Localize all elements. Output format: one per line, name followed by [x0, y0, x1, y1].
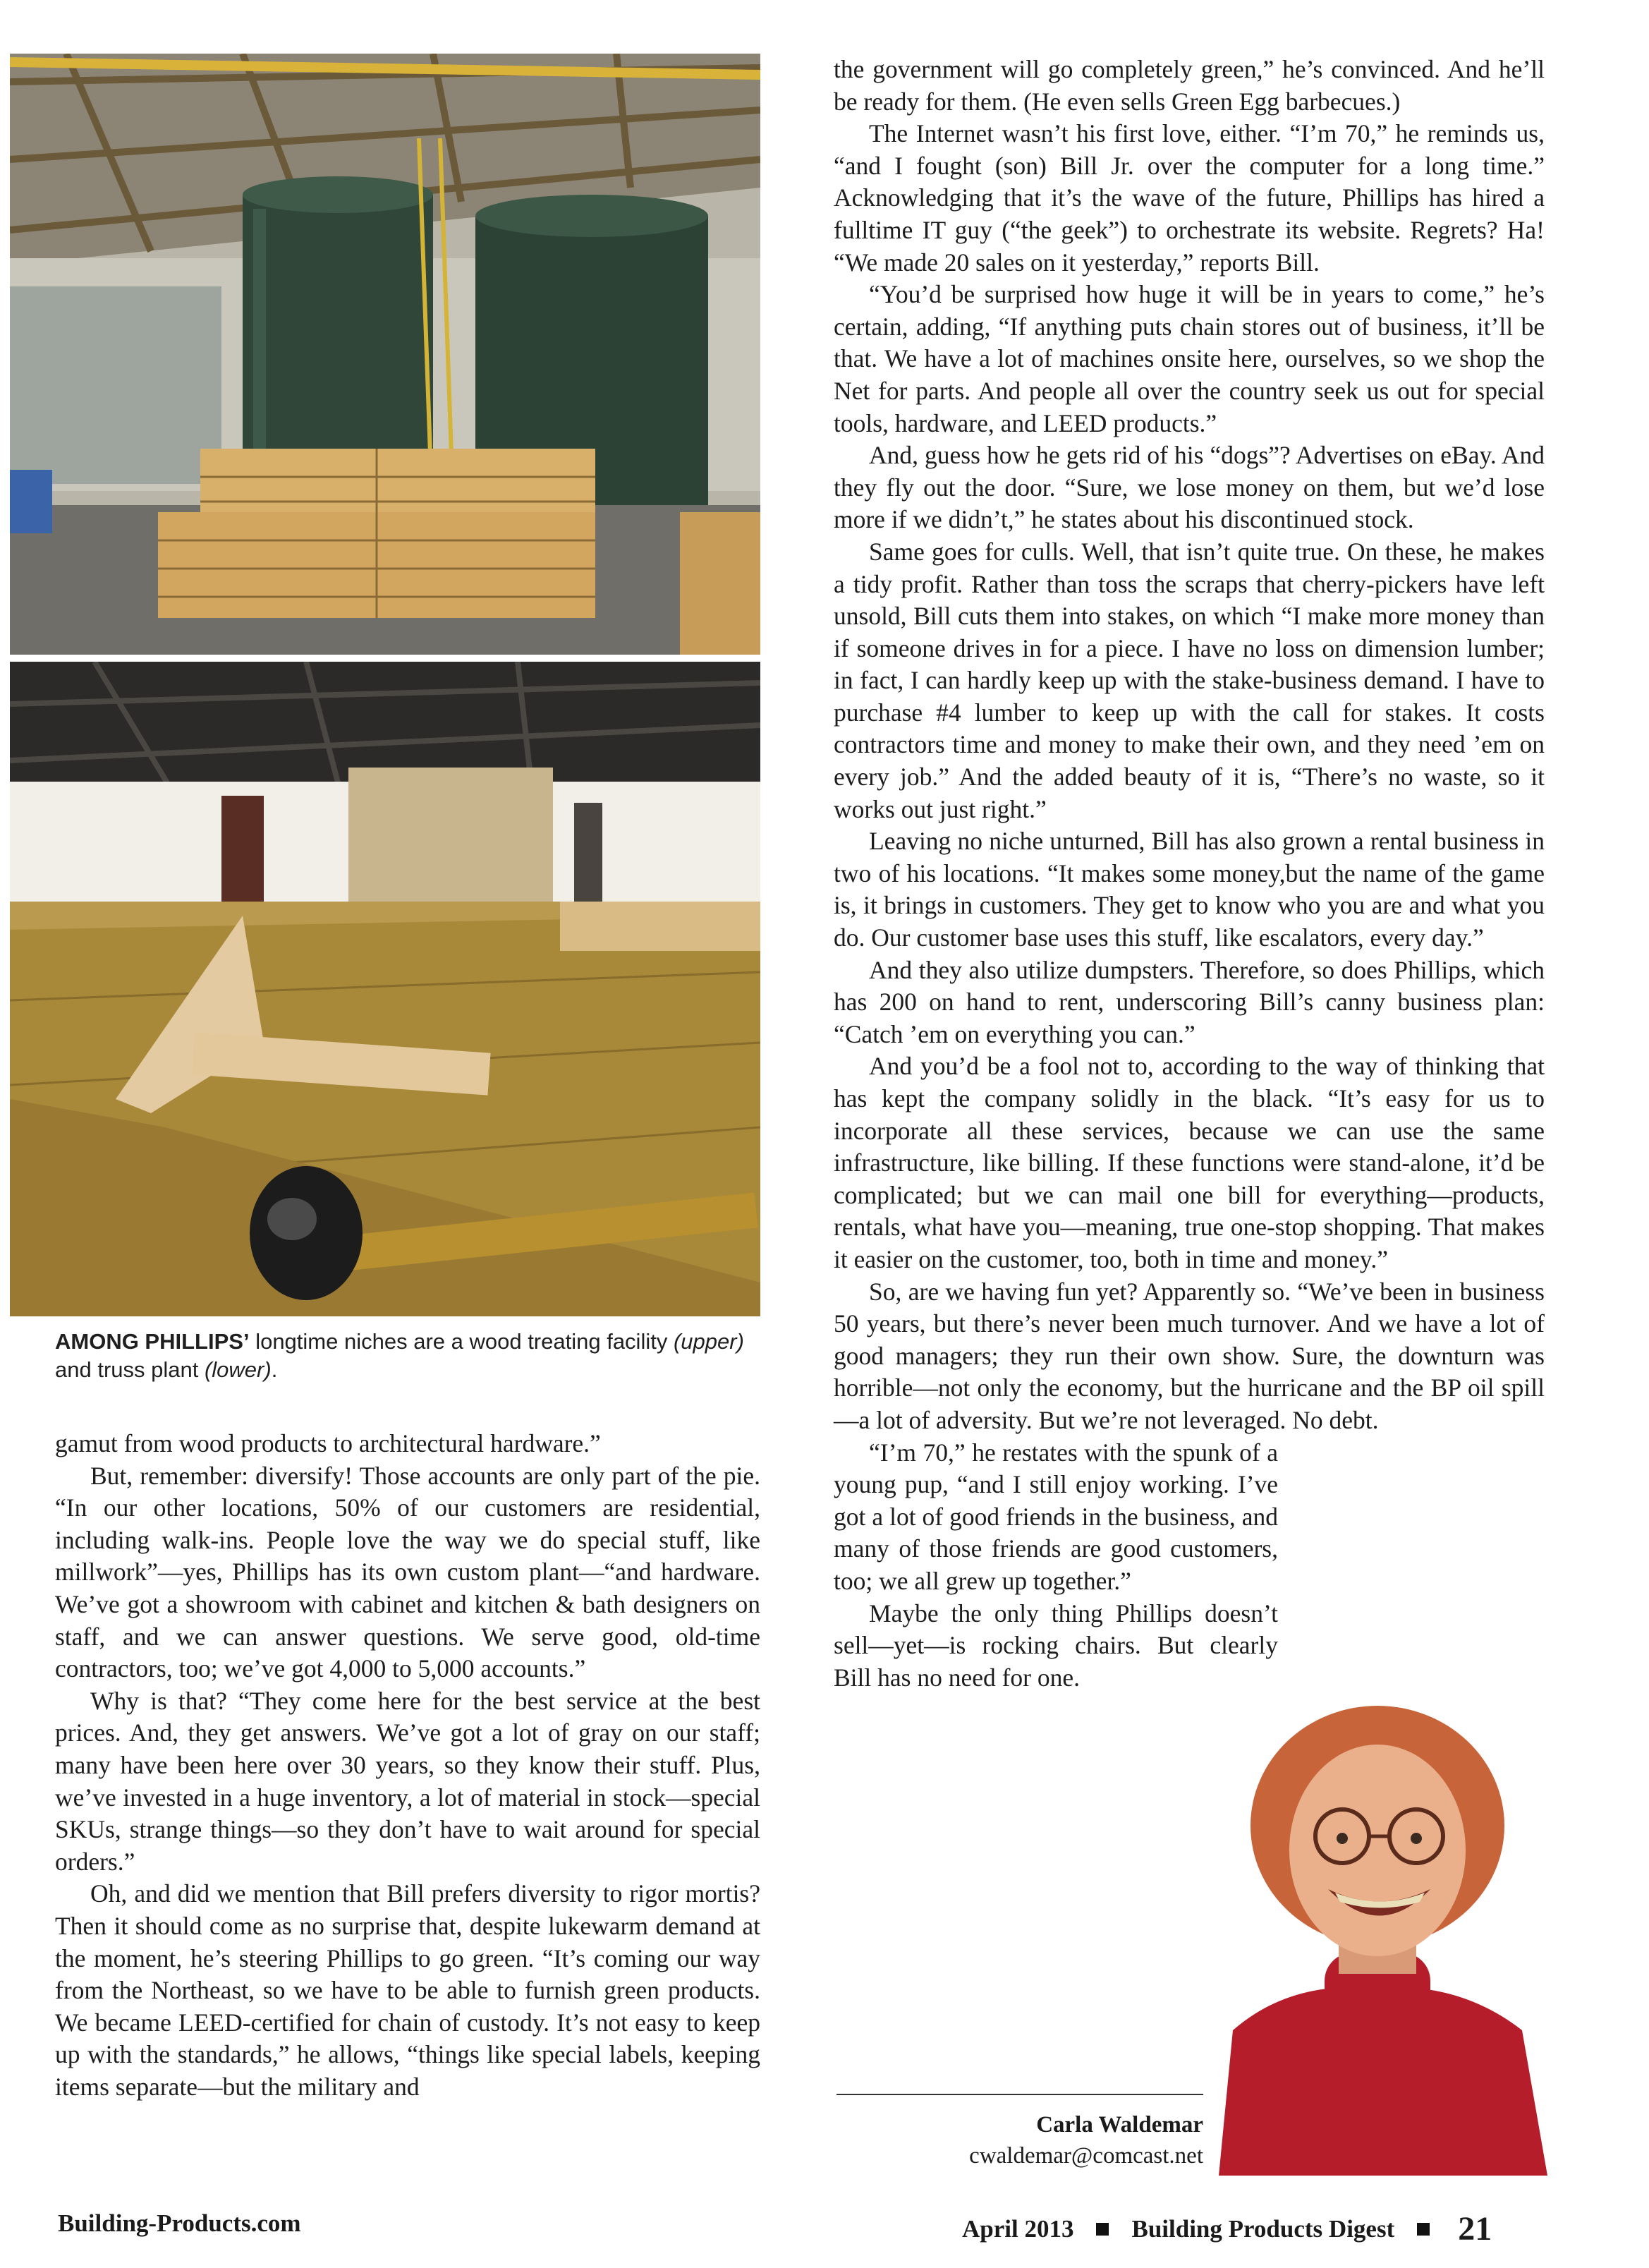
author-signature [836, 2109, 1203, 2171]
paragraph: the government will go completely green,” he’s convinced. And he’ll be ready for them. (He even sells Green Egg barbecues.) [834, 55, 1545, 116]
paragraph: “I’m 70,” he restates with the spunk of a young pup, “and I still enjoy working. I’ve got a lot of good friends in the business, and many of those friends are good customers, too; we all grew up together.” [834, 1438, 1278, 1595]
paragraph: Why is that? “They come here for the best service at the best prices. And, they get answers. We’ve got a lot of gray on our staff; many have been here over 30 years, so they know their stuff. Plus, we’ve invested in a huge inventory, a lot of material in stock—special SKUs, strange things—so they don’t have to wait around for special orders.” [55, 1686, 760, 1876]
photo-caption [55, 1328, 760, 1384]
paragraph: Same goes for culls. Well, that isn’t quite true. On these, he makes a tidy profit. Rather than toss the scraps that cherry-pickers have left unsold, Bill cuts them into stakes, on which “I make more money than if someone drives in for a piece. I have no loss on dimension lumber; in fact, I can hardly keep up with the stake-business demand. I have to purchase #4 lumber to keep up with the call for stakes. It costs contractors time and money to make their own, and they need ’em on every job.” And the added beauty of it is, “There’s no waste, so it works out just right.” [834, 537, 1545, 823]
caption-text-2: and truss plant [55, 1357, 205, 1382]
page-number: 21 [1458, 2210, 1492, 2248]
paragraph: Leaving no niche unturned, Bill has also grown a rental business in two of his locations. “It makes some money,but the name of the game is, it brings in customers. They get to know who you are and what you do. Our customer base uses this stuff, like escalators, every day.” [834, 827, 1545, 952]
separator-square-icon [1417, 2223, 1430, 2236]
caption-lead: AMONG PHILLIPS’ [55, 1329, 250, 1354]
paragraph: So, are we having fun yet? Apparently so. “We’ve been in business 50 years, but there’s never been much turnover. And we have a lot of good managers; they run their own show. Sure, the downturn was horrible—not only the economy, but the hurricane and the BP oil spill—a lot of adversity. But we’re not leveraged. No debt. [834, 1277, 1545, 1434]
author-name: Carla Waldemar [1036, 2112, 1203, 2137]
paragraph: And they also utilize dumpsters. Therefore, so does Phillips, which has 200 on hand to rent, underscoring Bill’s canny business plan: “Catch ’em on everything you can.” [834, 955, 1545, 1048]
paragraph: Maybe the only thing Phillips doesn’t sell—yet—is rocking chairs. But clearly Bill has no need for one. [834, 1599, 1278, 1692]
caption-lower: (lower) [204, 1357, 272, 1382]
caption-text-1: longtime niches are a wood treating facility [249, 1329, 674, 1354]
paragraph: The Internet wasn’t his first love, either. “I’m 70,” he reminds us, “and I fought (son) Bill Jr. over the computer for a long time.” Acknowledging that it’s the wave of the future, Phillips has hired a fulltime IT guy (“the geek”) to orchestrate its website. Regrets? Ha! “We made 20 sales on it yesterday,” reports Bill. [834, 119, 1545, 277]
paragraph: “You’d be surprised how huge it will be in years to come,” he’s certain, adding, “If anything puts chain stores out of business, it’ll be that. We have a lot of machines onsite here, ourselves, so we shop the Net for parts. And people all over the country seek us out for special tools, hardware, and LEED products.” [834, 280, 1545, 437]
paragraph: Oh, and did we mention that Bill prefers diversity to rigor mortis? Then it should come as no surprise that, despite lukewarm demand at the moment, he’s steering Phillips to go green. “It’s coming our way from the Northeast, so we have to be able to furnish green products. We became LEED-certified for chain of custody. It’s not easy to keep up with the standards,” he allows, “things like special labels, keeping items separate—but the military and [55, 1879, 760, 2101]
author-email[interactable]: cwaldemar@comcast.net [969, 2143, 1203, 2169]
photo-truss-plant [10, 662, 760, 1316]
author-portrait [1205, 1699, 1547, 2176]
paragraph: But, remember: diversify! Those accounts are only part of the pie. “In our other locations, 50% of our customers are residential, including walk-ins. People love the way we do special stuff, like millwork”—yes, Phillips has its own custom plant—“and hardware. We’ve got a showroom with cabinet and kitchen & bath designers on staff, and we can answer questions. We serve good, old-time contractors, too; we’ve got 4,000 to 5,000 accounts.” [55, 1461, 760, 1683]
paragraph: And, guess how he gets rid of his “dogs”? Advertises on eBay. And they fly out the door. “Sure, we lose money on them, but we’d lose more if we didn’t,” he states about his discontinued stock. [834, 441, 1545, 534]
caption-text-3: . [271, 1357, 278, 1382]
article-column-right [834, 54, 1545, 1694]
footer-date: April 2013 [962, 2214, 1074, 2243]
footer-website[interactable]: Building-Products.com [58, 2209, 301, 2237]
footer-folio [962, 2209, 1547, 2248]
footer-publication: Building Products Digest [1131, 2214, 1395, 2243]
paragraph: And you’d be a fool not to, according to the way of thinking that has kept the company solidly in the black. “It’s easy for us to incorporate all these services, because we can use the same infrastructure, like billing. If these functions were stand-alone, it’d be complicated; but we can mail one bill for everything—products, rentals, what have you—meaning, true one-stop shopping. That makes it easier on the customer, too, both in time and money.” [834, 1052, 1545, 1273]
signature-rule [836, 2094, 1203, 2095]
photo-wood-treating-facility [10, 54, 760, 655]
caption-upper: (upper) [673, 1329, 744, 1354]
article-column-left [55, 1428, 760, 2103]
separator-square-icon [1096, 2223, 1109, 2236]
paragraph: gamut from wood products to architectural hardware.” [55, 1429, 601, 1457]
